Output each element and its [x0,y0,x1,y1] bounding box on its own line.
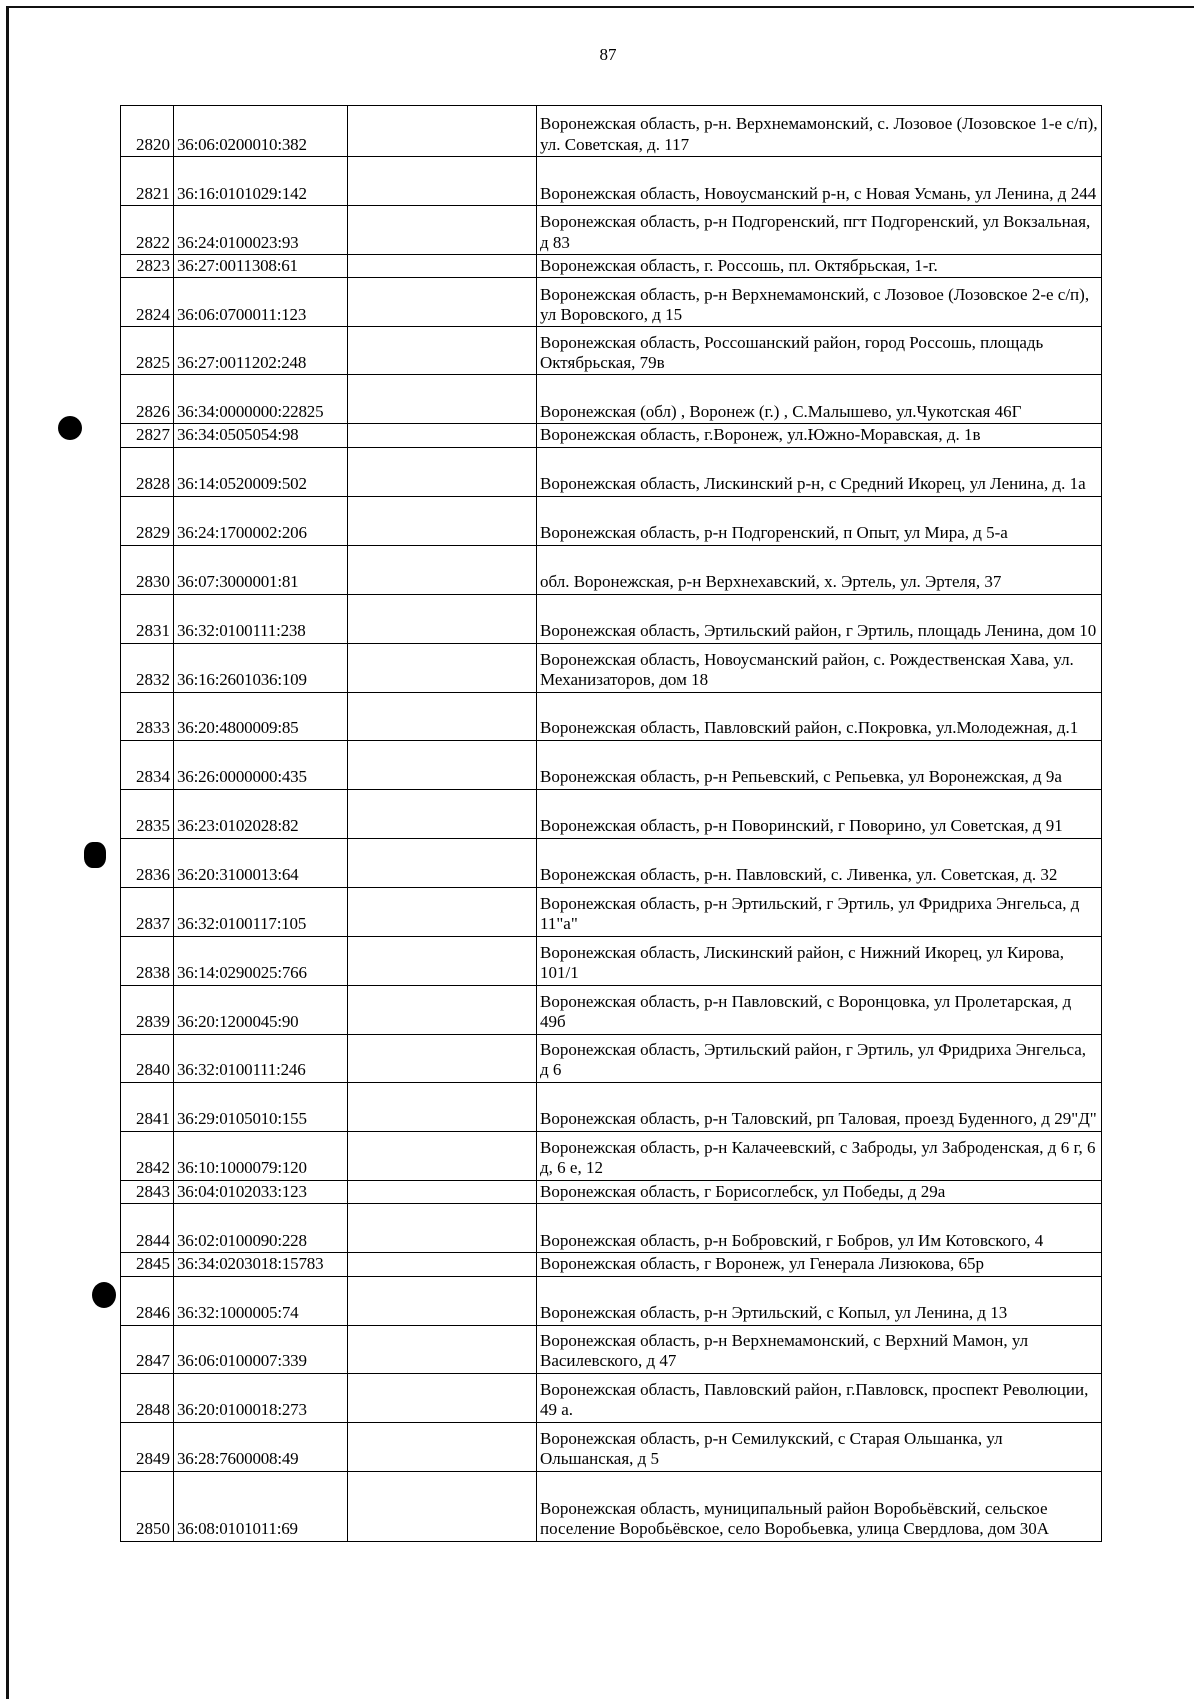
row-number: 2849 [121,1422,174,1471]
cadastral-number: 36:24:0100023:93 [174,206,348,255]
table-row [121,278,1102,327]
table-row [121,1422,1102,1471]
cadastral-number: 36:32:0100111:238 [174,594,348,643]
address: Воронежская область, г. Россошь, пл. Октябрьская, 1-г. [537,255,1102,278]
cadastral-number: 36:32:1000005:74 [174,1276,348,1325]
address: Воронежская область, р-н Эртильский, с Копыл, ул Ленина, д 13 [537,1276,1102,1325]
table-row [121,447,1102,496]
table-row [121,838,1102,887]
address: обл. Воронежская, р-н Верхнехавский, х. Эртель, ул. Эртеля, 37 [537,545,1102,594]
table-row [121,106,1102,157]
row-number: 2833 [121,692,174,740]
empty-cell [348,1471,537,1541]
empty-cell [348,740,537,789]
address: Воронежская область, р-н Верхнемамонский, с Лозовое (Лозовское 2-е с/п), ул Воровского, д 15 [537,278,1102,327]
cadastral-number: 36:10:1000079:120 [174,1131,348,1180]
cadastral-number: 36:32:0100111:246 [174,1034,348,1082]
empty-cell [348,643,537,692]
punch-mark-3 [92,1282,116,1308]
cadastral-number: 36:04:0102033:123 [174,1180,348,1203]
cadastral-number: 36:06:0700011:123 [174,278,348,327]
empty-cell [348,1373,537,1422]
empty-cell [348,1204,537,1253]
table-row [121,936,1102,985]
table-row [121,1325,1102,1373]
address: Воронежская область, р-н Подгоренский, пгт Подгоренский, ул Вокзальная, д 83 [537,206,1102,255]
address: Воронежская (обл) , Воронеж (г.) , С.Малышево, ул.Чукотская 46Г [537,375,1102,424]
address: Воронежская область, Павловский район, г.Павловск, проспект Революции, 49 а. [537,1373,1102,1422]
row-number: 2841 [121,1082,174,1131]
table-row [121,255,1102,278]
empty-cell [348,157,537,206]
empty-cell [348,106,537,157]
address: Воронежская область, г Борисоглебск, ул Победы, д 29а [537,1180,1102,1203]
address: Воронежская область, р-н Репьевский, с Репьевка, ул Воронежская, д 9а [537,740,1102,789]
empty-cell [348,1253,537,1276]
empty-cell [348,1034,537,1082]
empty-cell [348,496,537,545]
row-number: 2842 [121,1131,174,1180]
address: Воронежская область, р-н Семилукский, с Старая Ольшанка, ул Ольшанская, д 5 [537,1422,1102,1471]
address: Воронежская область, г.Воронеж, ул.Южно-Моравская, д. 1в [537,424,1102,447]
empty-cell [348,1082,537,1131]
cadastral-number: 36:06:0200010:382 [174,106,348,157]
address: Воронежская область, Эртильский район, г Эртиль, площадь Ленина, дом 10 [537,594,1102,643]
row-number: 2838 [121,936,174,985]
address: Воронежская область, р-н. Павловский, с. Ливенка, ул. Советская, д. 32 [537,838,1102,887]
empty-cell [348,936,537,985]
row-number: 2827 [121,424,174,447]
registry-table [120,105,1102,1542]
table-row [121,740,1102,789]
address: Воронежская область, р-н Калачеевский, с Заброды, ул Заброденская, д 6 г, 6 д, 6 е, 12 [537,1131,1102,1180]
table-row [121,643,1102,692]
cadastral-number: 36:34:0505054:98 [174,424,348,447]
table-row [121,1131,1102,1180]
punch-mark-2 [84,842,106,868]
cadastral-number: 36:26:0000000:435 [174,740,348,789]
cadastral-number: 36:32:0100117:105 [174,887,348,936]
cadastral-number: 36:27:0011202:248 [174,327,348,375]
row-number: 2824 [121,278,174,327]
row-number: 2848 [121,1373,174,1422]
empty-cell [348,447,537,496]
cadastral-number: 36:23:0102028:82 [174,789,348,838]
row-number: 2820 [121,106,174,157]
row-number: 2847 [121,1325,174,1373]
table-row [121,375,1102,424]
empty-cell [348,424,537,447]
address: Воронежская область, р-н Бобровский, г Бобров, ул Им Котовского, 4 [537,1204,1102,1253]
cadastral-number: 36:20:4800009:85 [174,692,348,740]
table-row [121,985,1102,1034]
cadastral-number: 36:02:0100090:228 [174,1204,348,1253]
address: Воронежская область, Новоусманский район, с. Рождественская Хава, ул. Механизаторов, дом 18 [537,643,1102,692]
empty-cell [348,1325,537,1373]
table-row [121,1471,1102,1541]
empty-cell [348,327,537,375]
row-number: 2832 [121,643,174,692]
empty-cell [348,789,537,838]
cadastral-number: 36:07:3000001:81 [174,545,348,594]
table-row [121,1373,1102,1422]
empty-cell [348,1180,537,1203]
cadastral-number: 36:34:0203018:15783 [174,1253,348,1276]
empty-cell [348,278,537,327]
address: Воронежская область, Россошанский район, город Россошь, площадь Октябрьская, 79в [537,327,1102,375]
row-number: 2823 [121,255,174,278]
address: Воронежская область, р-н Эртильский, г Эртиль, ул Фридриха Энгельса, д 11"а" [537,887,1102,936]
cadastral-number: 36:27:0011308:61 [174,255,348,278]
row-number: 2830 [121,545,174,594]
row-number: 2825 [121,327,174,375]
cadastral-number: 36:06:0100007:339 [174,1325,348,1373]
row-number: 2828 [121,447,174,496]
address: Воронежская область, р-н Подгоренский, п Опыт, ул Мира, д 5-а [537,496,1102,545]
address: Воронежская область, Лискинский район, с Нижний Икорец, ул Кирова, 101/1 [537,936,1102,985]
address: Воронежская область, р-н Поворинский, г Поворино, ул Советская, д 91 [537,789,1102,838]
table-row [121,1180,1102,1203]
row-number: 2840 [121,1034,174,1082]
address: Воронежская область, Эртильский район, г Эртиль, ул Фридриха Энгельса, д 6 [537,1034,1102,1082]
row-number: 2850 [121,1471,174,1541]
row-number: 2831 [121,594,174,643]
cadastral-number: 36:20:0100018:273 [174,1373,348,1422]
cadastral-number: 36:29:0105010:155 [174,1082,348,1131]
empty-cell [348,375,537,424]
table-row [121,496,1102,545]
empty-cell [348,838,537,887]
empty-cell [348,985,537,1034]
empty-cell [348,545,537,594]
address: Воронежская область, р-н Верхнемамонский, с Верхний Мамон, ул Василевского, д 47 [537,1325,1102,1373]
table-row [121,789,1102,838]
address: Воронежская область, Лискинский р-н, с Средний Икорец, ул Ленина, д. 1а [537,447,1102,496]
empty-cell [348,1422,537,1471]
row-number: 2839 [121,985,174,1034]
punch-mark-1 [58,416,82,440]
address: Воронежская область, Павловский район, с.Покровка, ул.Молодежная, д.1 [537,692,1102,740]
row-number: 2822 [121,206,174,255]
empty-cell [348,206,537,255]
table-row [121,1204,1102,1253]
row-number: 2845 [121,1253,174,1276]
table-row [121,1253,1102,1276]
cadastral-number: 36:20:1200045:90 [174,985,348,1034]
address: Воронежская область, р-н. Верхнемамонский, с. Лозовое (Лозовское 1-е с/п), ул. Советская, д. 117 [537,106,1102,157]
table-row [121,594,1102,643]
cadastral-number: 36:34:0000000:22825 [174,375,348,424]
table-row [121,887,1102,936]
table-row [121,1082,1102,1131]
page-number: 87 [599,45,617,64]
table-row [121,327,1102,375]
cadastral-number: 36:16:0101029:142 [174,157,348,206]
table-row [121,157,1102,206]
empty-cell [348,594,537,643]
table-row [121,1034,1102,1082]
cadastral-number: 36:14:0520009:502 [174,447,348,496]
row-number: 2826 [121,375,174,424]
empty-cell [348,887,537,936]
address: Воронежская область, р-н Таловский, рп Таловая, проезд Буденного, д 29"Д" [537,1082,1102,1131]
empty-cell [348,1131,537,1180]
empty-cell [348,255,537,278]
cadastral-number: 36:28:7600008:49 [174,1422,348,1471]
cadastral-number: 36:08:0101011:69 [174,1471,348,1541]
empty-cell [348,1276,537,1325]
cadastral-number: 36:20:3100013:64 [174,838,348,887]
registry-rows [121,106,1102,1542]
table-row [121,692,1102,740]
table-row [121,545,1102,594]
cadastral-number: 36:16:2601036:109 [174,643,348,692]
cadastral-number: 36:14:0290025:766 [174,936,348,985]
empty-cell [348,692,537,740]
row-number: 2835 [121,789,174,838]
row-number: 2821 [121,157,174,206]
row-number: 2846 [121,1276,174,1325]
address: Воронежская область, г Воронеж, ул Генерала Лизюкова, 65р [537,1253,1102,1276]
cadastral-number: 36:24:1700002:206 [174,496,348,545]
row-number: 2844 [121,1204,174,1253]
table-row [121,206,1102,255]
address: Воронежская область, муниципальный район Воробьёвский, сельское поселение Воробьёвское, село Воробьевка, улица Свердлова, дом 30А [537,1471,1102,1541]
row-number: 2843 [121,1180,174,1203]
table-row [121,1276,1102,1325]
address: Воронежская область, Новоусманский р-н, с Новая Усмань, ул Ленина, д 244 [537,157,1102,206]
table-row [121,424,1102,447]
row-number: 2836 [121,838,174,887]
row-number: 2837 [121,887,174,936]
row-number: 2829 [121,496,174,545]
row-number: 2834 [121,740,174,789]
address: Воронежская область, р-н Павловский, с Воронцовка, ул Пролетарская, д 49б [537,985,1102,1034]
